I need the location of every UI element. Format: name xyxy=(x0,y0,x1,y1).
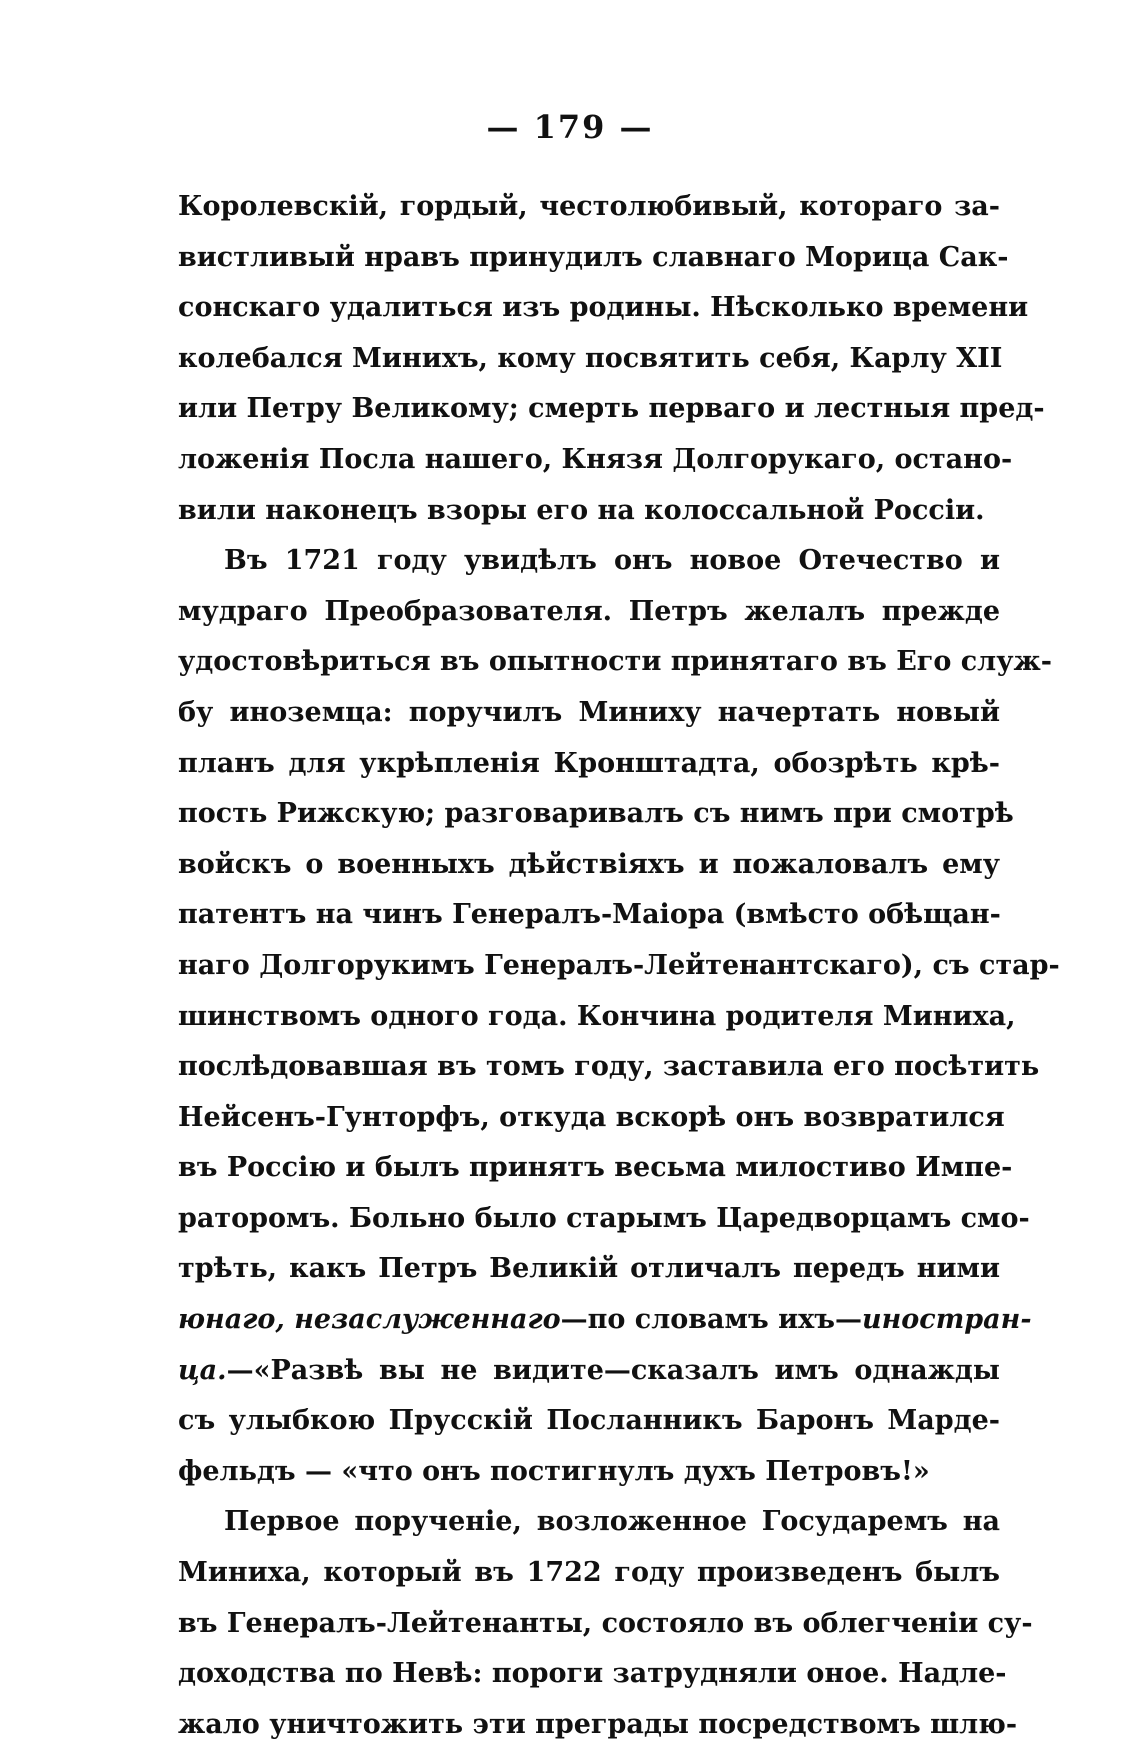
italic-text: ца. xyxy=(178,1354,227,1386)
text-line: шинствомъ одного года. Кончина родителя Миниха, xyxy=(178,1000,1016,1032)
text-line: Королевскій, гордый, честолюбивый, котораго за- xyxy=(178,191,1000,222)
text-line: пость Рижскую; разговаривалъ съ нимъ при смотрѣ xyxy=(178,798,1014,830)
text-line: Нейсенъ-Гунторфъ, откуда вскорѣ онъ возвратился xyxy=(178,1101,1005,1133)
text-line-mixed xyxy=(178,1295,1032,1346)
text-line: послѣдовавшая въ томъ году, заставила его посѣтить xyxy=(178,1051,1040,1083)
page-number: — 179 — xyxy=(486,108,654,146)
text-line: жало уничтожить эти преграды посредствомъ шлю- xyxy=(178,1708,1018,1740)
text-line: Въ 1721 году увидѣлъ онъ новое Отечество и xyxy=(224,545,1000,577)
regular-text: —по словамъ ихъ— xyxy=(560,1304,862,1336)
body-text xyxy=(178,182,1060,1750)
text-line: доходства по Невѣ: пороги затрудняли оное. Надле- xyxy=(178,1658,1007,1690)
text-line: мудраго Преобразователя. Петръ желалъ прежде xyxy=(178,595,1000,627)
text-line: сонскаго удалиться изъ родины. Нѣсколько времени xyxy=(178,292,1029,324)
text-line: фельдъ — «что онъ постигнулъ духъ Петровъ!» xyxy=(178,1455,930,1487)
text-line: наго Долгорукимъ Генералъ-Лейтенантскаго), съ стар- xyxy=(178,949,1060,981)
regular-text: —«Развѣ вы не видите—сказалъ имъ однажды xyxy=(226,1354,1000,1386)
text-line: колебался Минихъ, кому посвятить себя, Карлу XII xyxy=(178,342,1003,374)
text-line: или Петру Великому; смерть перваго и лестныя пред- xyxy=(178,393,1045,425)
text-line: въ Генералъ-Лейтенанты, состояло въ облегченіи су- xyxy=(178,1607,1033,1639)
text-line: раторомъ. Больно было старымъ Царедворцамъ смо- xyxy=(178,1202,1030,1234)
italic-text: иностран- xyxy=(861,1304,1032,1336)
text-line: войскъ о военныхъ дѣйствіяхъ и пожаловалъ ему xyxy=(178,848,1000,880)
text-line: въ Россію и былъ принятъ весьма милостиво Импе- xyxy=(178,1152,1013,1184)
text-line: Первое порученіе, возложенное Государемъ на xyxy=(224,1506,1000,1538)
text-line: вили наконецъ взоры его на колоссальной Россіи. xyxy=(178,494,985,526)
text-line: трѣть, какъ Петръ Великій отличалъ передъ ними xyxy=(178,1253,1000,1285)
text-line: ложенія Посла нашего, Князя Долгорукаго, остано- xyxy=(178,443,1013,475)
text-line: патентъ на чинъ Генералъ-Маіора (вмѣсто обѣщан- xyxy=(178,899,1001,931)
italic-text: юнаго, незаслуженнаго xyxy=(178,1304,561,1336)
text-line: вистливый нравъ принудилъ славнаго Морица Сак- xyxy=(178,241,1009,273)
text-line: удостовѣриться въ опытности принятаго въ Его служ- xyxy=(178,646,1052,678)
text-line: съ улыбкою Прусскій Посланникъ Баронъ Марде- xyxy=(178,1405,1000,1437)
text-line: бу иноземца: поручилъ Миниху начертать новый xyxy=(178,696,1000,728)
text-line: Миниха, который въ 1722 году произведенъ былъ xyxy=(178,1557,1000,1589)
text-line: планъ для укрѣпленія Кронштадта, обозрѣть крѣ- xyxy=(178,747,1000,779)
text-line-mixed xyxy=(178,1346,1000,1397)
